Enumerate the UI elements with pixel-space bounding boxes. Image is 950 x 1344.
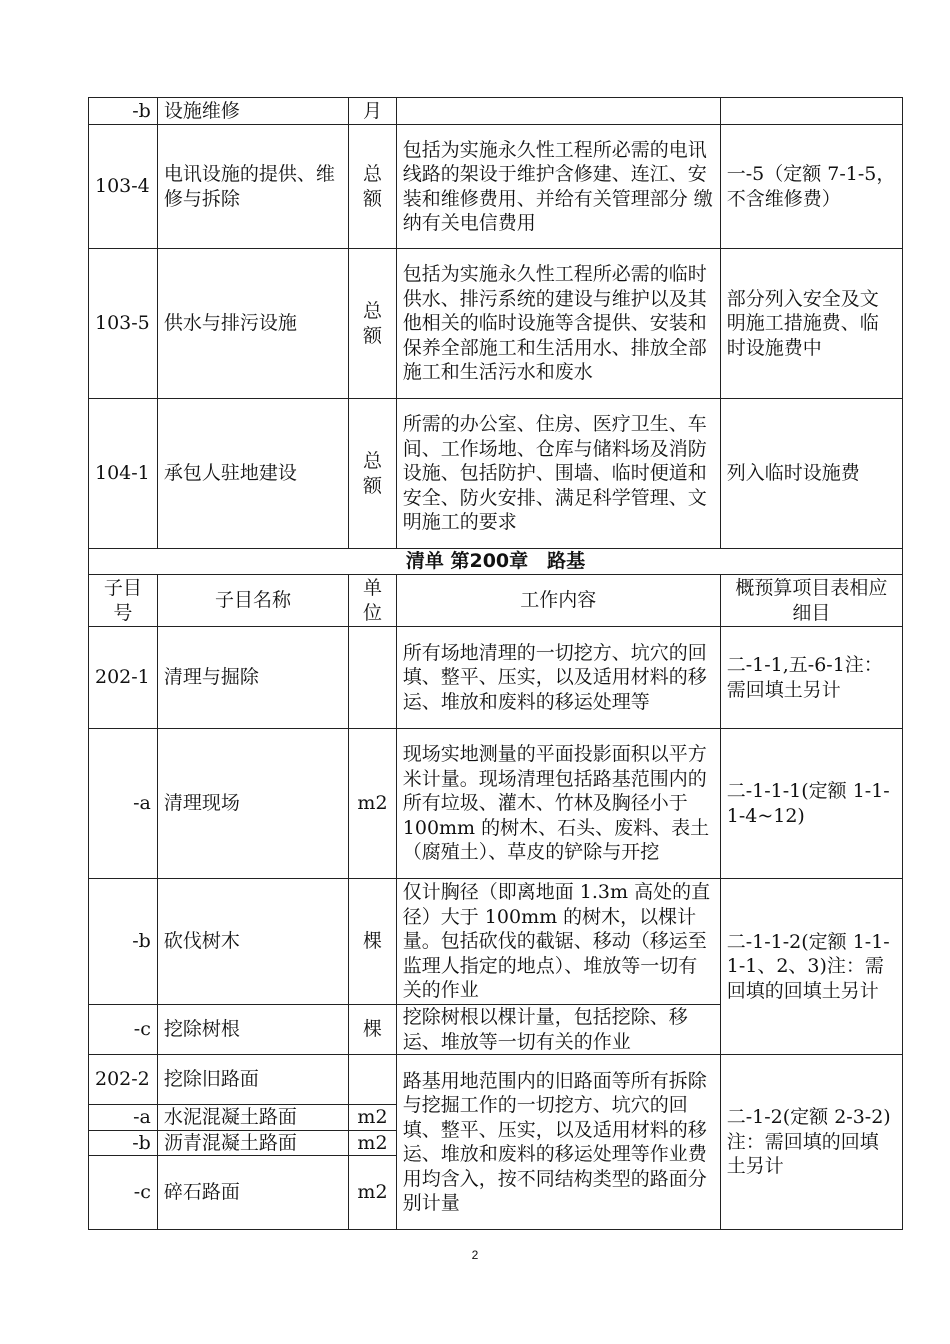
table-row bbox=[89, 627, 903, 729]
item-name: 砍伐树木 bbox=[157, 879, 348, 1005]
header-code: 子目号 bbox=[89, 575, 158, 627]
item-code: -b bbox=[89, 879, 158, 1005]
item-ref: 二-1-2(定额 2-3-2)注：需回填的回填土另计 bbox=[720, 1055, 902, 1230]
item-ref: 一-5（定额 7-1-5，不含维修费） bbox=[720, 125, 902, 249]
spec-table bbox=[88, 97, 903, 1230]
item-work: 包括为实施永久性工程所必需的电讯线路的架设于维护含修建、连江、安装和维修费用、并给有关管理部分 缴纳有关电信费用 bbox=[396, 125, 720, 249]
item-code: 104-1 bbox=[89, 399, 158, 549]
item-code: -c bbox=[89, 1156, 158, 1230]
item-code: 103-5 bbox=[89, 249, 158, 399]
item-unit: 总额 bbox=[349, 249, 397, 399]
item-work: 路基用地范围内的旧路面等所有拆除与挖掘工作的一切挖方、坑穴的回填、整平、压实，以及适用材料的移运、堆放和废料的移运处理等作业费用均含入，按不同结构类型的路面分别计量 bbox=[396, 1055, 720, 1230]
item-ref: 二-1-1-2(定额 1-1-1-1、2、3)注：需回填的回填土另计 bbox=[720, 879, 902, 1055]
item-name: 承包人驻地建设 bbox=[157, 399, 348, 549]
item-work: 现场实地测量的平面投影面积以平方米计量。现场清理包括路基范围内的所有垃圾、灌木、竹林及胸径小于 100mm 的树木、石头、废料、表土（腐殖土）、草皮的铲除与开挖 bbox=[396, 729, 720, 879]
item-unit: m2 bbox=[349, 1156, 397, 1230]
item-unit bbox=[349, 1055, 397, 1105]
item-name: 碎石路面 bbox=[157, 1156, 348, 1230]
page-number: 2 bbox=[471, 1248, 479, 1262]
item-work: 所需的办公室、住房、医疗卫生、车间、工作场地、仓库与储料场及消防设施、包括防护、围墙、临时便道和安全、防火安排、满足科学管理、文明施工的要求 bbox=[396, 399, 720, 549]
item-ref: 二-1-1,五-6-1注：需回填土另计 bbox=[720, 627, 902, 729]
item-ref: 二-1-1-1(定额 1-1-1-4~12) bbox=[720, 729, 902, 879]
item-unit: 棵 bbox=[349, 879, 397, 1005]
item-code: 202-2 bbox=[89, 1055, 158, 1105]
item-name: 水泥混凝土路面 bbox=[157, 1105, 348, 1131]
table-row bbox=[89, 1055, 903, 1105]
item-name: 挖除旧路面 bbox=[157, 1055, 348, 1105]
item-ref: 部分列入安全及文明施工措施费、临时设施费中 bbox=[720, 249, 902, 399]
table-row bbox=[89, 125, 903, 249]
table-row bbox=[89, 98, 903, 125]
item-unit: 月 bbox=[349, 98, 397, 125]
item-unit bbox=[349, 627, 397, 729]
chapter-title: 清单 第200章 路基 bbox=[89, 549, 903, 575]
header-ref: 概预算项目表相应细目 bbox=[720, 575, 902, 627]
item-name: 沥青混凝土路面 bbox=[157, 1130, 348, 1156]
item-work: 包括为实施永久性工程所必需的临时供水、排污系统的建设与维护以及其他相关的临时设施等含提供、安装和保养全部施工和生活用水、排放全部施工和生活污水和废水 bbox=[396, 249, 720, 399]
item-unit: 棵 bbox=[349, 1005, 397, 1055]
item-work: 仅计胸径（即离地面 1.3m 高处的直径）大于 100mm 的树木，以棵计量。包括砍伐的截锯、移动（移运至监理人指定的地点）、堆放等一切有关的作业 bbox=[396, 879, 720, 1005]
item-name: 清理与掘除 bbox=[157, 627, 348, 729]
item-code: 202-1 bbox=[89, 627, 158, 729]
item-unit: m2 bbox=[349, 1105, 397, 1131]
item-code: -c bbox=[89, 1005, 158, 1055]
item-code: 103-4 bbox=[89, 125, 158, 249]
table-row bbox=[89, 399, 903, 549]
item-code: -a bbox=[89, 729, 158, 879]
header-unit: 单位 bbox=[349, 575, 397, 627]
chapter-heading-row bbox=[89, 549, 903, 575]
item-name: 电讯设施的提供、维修与拆除 bbox=[157, 125, 348, 249]
table-row bbox=[89, 879, 903, 1005]
item-name: 挖除树根 bbox=[157, 1005, 348, 1055]
item-name: 清理现场 bbox=[157, 729, 348, 879]
item-ref bbox=[720, 98, 902, 125]
item-code: -b bbox=[89, 1130, 158, 1156]
header-row bbox=[89, 575, 903, 627]
item-unit: 总额 bbox=[349, 399, 397, 549]
item-name: 设施维修 bbox=[157, 98, 348, 125]
item-ref: 列入临时设施费 bbox=[720, 399, 902, 549]
item-unit: m2 bbox=[349, 729, 397, 879]
header-name: 子目名称 bbox=[157, 575, 348, 627]
item-work: 所有场地清理的一切挖方、坑穴的回填、整平、压实，以及适用材料的移运、堆放和废料的移运处理等 bbox=[396, 627, 720, 729]
item-code: -a bbox=[89, 1105, 158, 1131]
item-work: 挖除树根以棵计量，包括挖除、移运、堆放等一切有关的作业 bbox=[396, 1005, 720, 1055]
item-code: -b bbox=[89, 98, 158, 125]
table-row bbox=[89, 249, 903, 399]
header-work: 工作内容 bbox=[396, 575, 720, 627]
item-name: 供水与排污设施 bbox=[157, 249, 348, 399]
item-unit: 总额 bbox=[349, 125, 397, 249]
item-unit: m2 bbox=[349, 1130, 397, 1156]
table-row bbox=[89, 729, 903, 879]
item-work bbox=[396, 98, 720, 125]
